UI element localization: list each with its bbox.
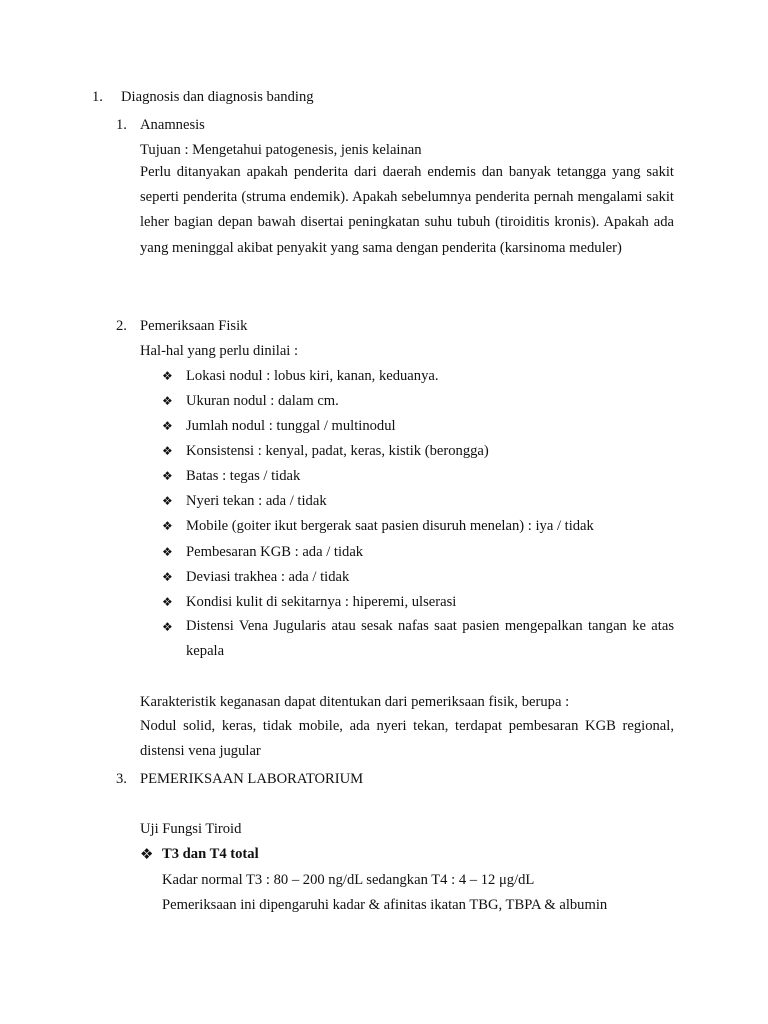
anamnesis-title: Anamnesis bbox=[140, 117, 205, 133]
diamond-bullet-icon: ❖ bbox=[162, 595, 173, 609]
diamond-bullet-icon: ❖ bbox=[162, 570, 173, 584]
list-item: Lokasi nodul : lobus kiri, kanan, keduanya. bbox=[186, 368, 439, 384]
list-item: Jumlah nodul : tunggal / multinodul bbox=[186, 418, 396, 434]
diamond-bullet-icon: ❖ bbox=[140, 845, 154, 863]
list-item: Mobile (goiter ikut bergerak saat pasien disuruh menelan) : iya / tidak bbox=[186, 518, 594, 534]
lab-subheading: Uji Fungsi Tiroid bbox=[140, 821, 242, 837]
test-name: T3 dan T4 total bbox=[162, 846, 259, 862]
list-item: Deviasi trakhea : ada / tidak bbox=[186, 569, 350, 585]
physical-exam-number: 2. bbox=[116, 318, 127, 334]
list-item: Distensi Vena Jugularis atau sesak nafas saat pasien mengepalkan tangan ke atas kepala bbox=[186, 618, 674, 660]
list-item: Batas : tegas / tidak bbox=[186, 468, 301, 484]
list-item: Ukuran nodul : dalam cm. bbox=[186, 393, 339, 409]
diamond-bullet-icon: ❖ bbox=[162, 519, 173, 533]
diamond-bullet-icon: ❖ bbox=[162, 494, 173, 508]
diamond-bullet-icon: ❖ bbox=[162, 444, 173, 458]
lab-exam-number: 3. bbox=[116, 771, 127, 787]
malignancy-intro: Karakteristik keganasan dapat ditentukan dari pemeriksaan fisik, berupa : bbox=[140, 694, 570, 710]
diamond-bullet-icon: ❖ bbox=[162, 419, 173, 433]
malignancy-detail: Nodul solid, keras, tidak mobile, ada nyeri tekan, terdapat pembesaran KGB regional, distensi vena jugular bbox=[140, 718, 674, 760]
anamnesis-paragraph: Perlu ditanyakan apakah penderita dari daerah endemis dan banyak tetangga yang sakit seperti penderita (struma endemik). Apakah sebelumnya penderita pernah mengalami sakit leher bagian depan bawah disertai peningkatan suhu tubuh (tiroiditis kronis). Apakah ada yang meninggal akibat penyakit yang sama dengan penderita (karsinoma meduler) bbox=[140, 164, 674, 256]
normal-values: Kadar normal T3 : 80 – 200 ng/dL sedangkan T4 : 4 – 12 μg/dL bbox=[162, 872, 535, 888]
anamnesis-number: 1. bbox=[116, 117, 127, 133]
diamond-bullet-icon: ❖ bbox=[162, 394, 173, 408]
influence-note: Pemeriksaan ini dipengaruhi kadar & afinitas ikatan TBG, TBPA & albumin bbox=[162, 897, 608, 913]
diamond-bullet-icon: ❖ bbox=[162, 620, 173, 634]
anamnesis-goal: Tujuan : Mengetahui patogenesis, jenis kelainan bbox=[140, 142, 422, 158]
section-number: 1. bbox=[92, 89, 103, 105]
list-item: Nyeri tekan : ada / tidak bbox=[186, 493, 327, 509]
list-item: Kondisi kulit di sekitarnya : hiperemi, ulserasi bbox=[186, 594, 457, 610]
diamond-bullet-icon: ❖ bbox=[162, 469, 173, 483]
lab-exam-title: PEMERIKSAAN LABORATORIUM bbox=[140, 771, 364, 787]
list-item: Pembesaran KGB : ada / tidak bbox=[186, 544, 364, 560]
diamond-bullet-icon: ❖ bbox=[162, 545, 173, 559]
physical-exam-title: Pemeriksaan Fisik bbox=[140, 318, 248, 334]
list-item: Konsistensi : kenyal, padat, keras, kistik (berongga) bbox=[186, 443, 489, 459]
physical-exam-intro: Hal-hal yang perlu dinilai : bbox=[140, 343, 299, 359]
diamond-bullet-icon: ❖ bbox=[162, 369, 173, 383]
section-title: Diagnosis dan diagnosis banding bbox=[121, 89, 314, 105]
